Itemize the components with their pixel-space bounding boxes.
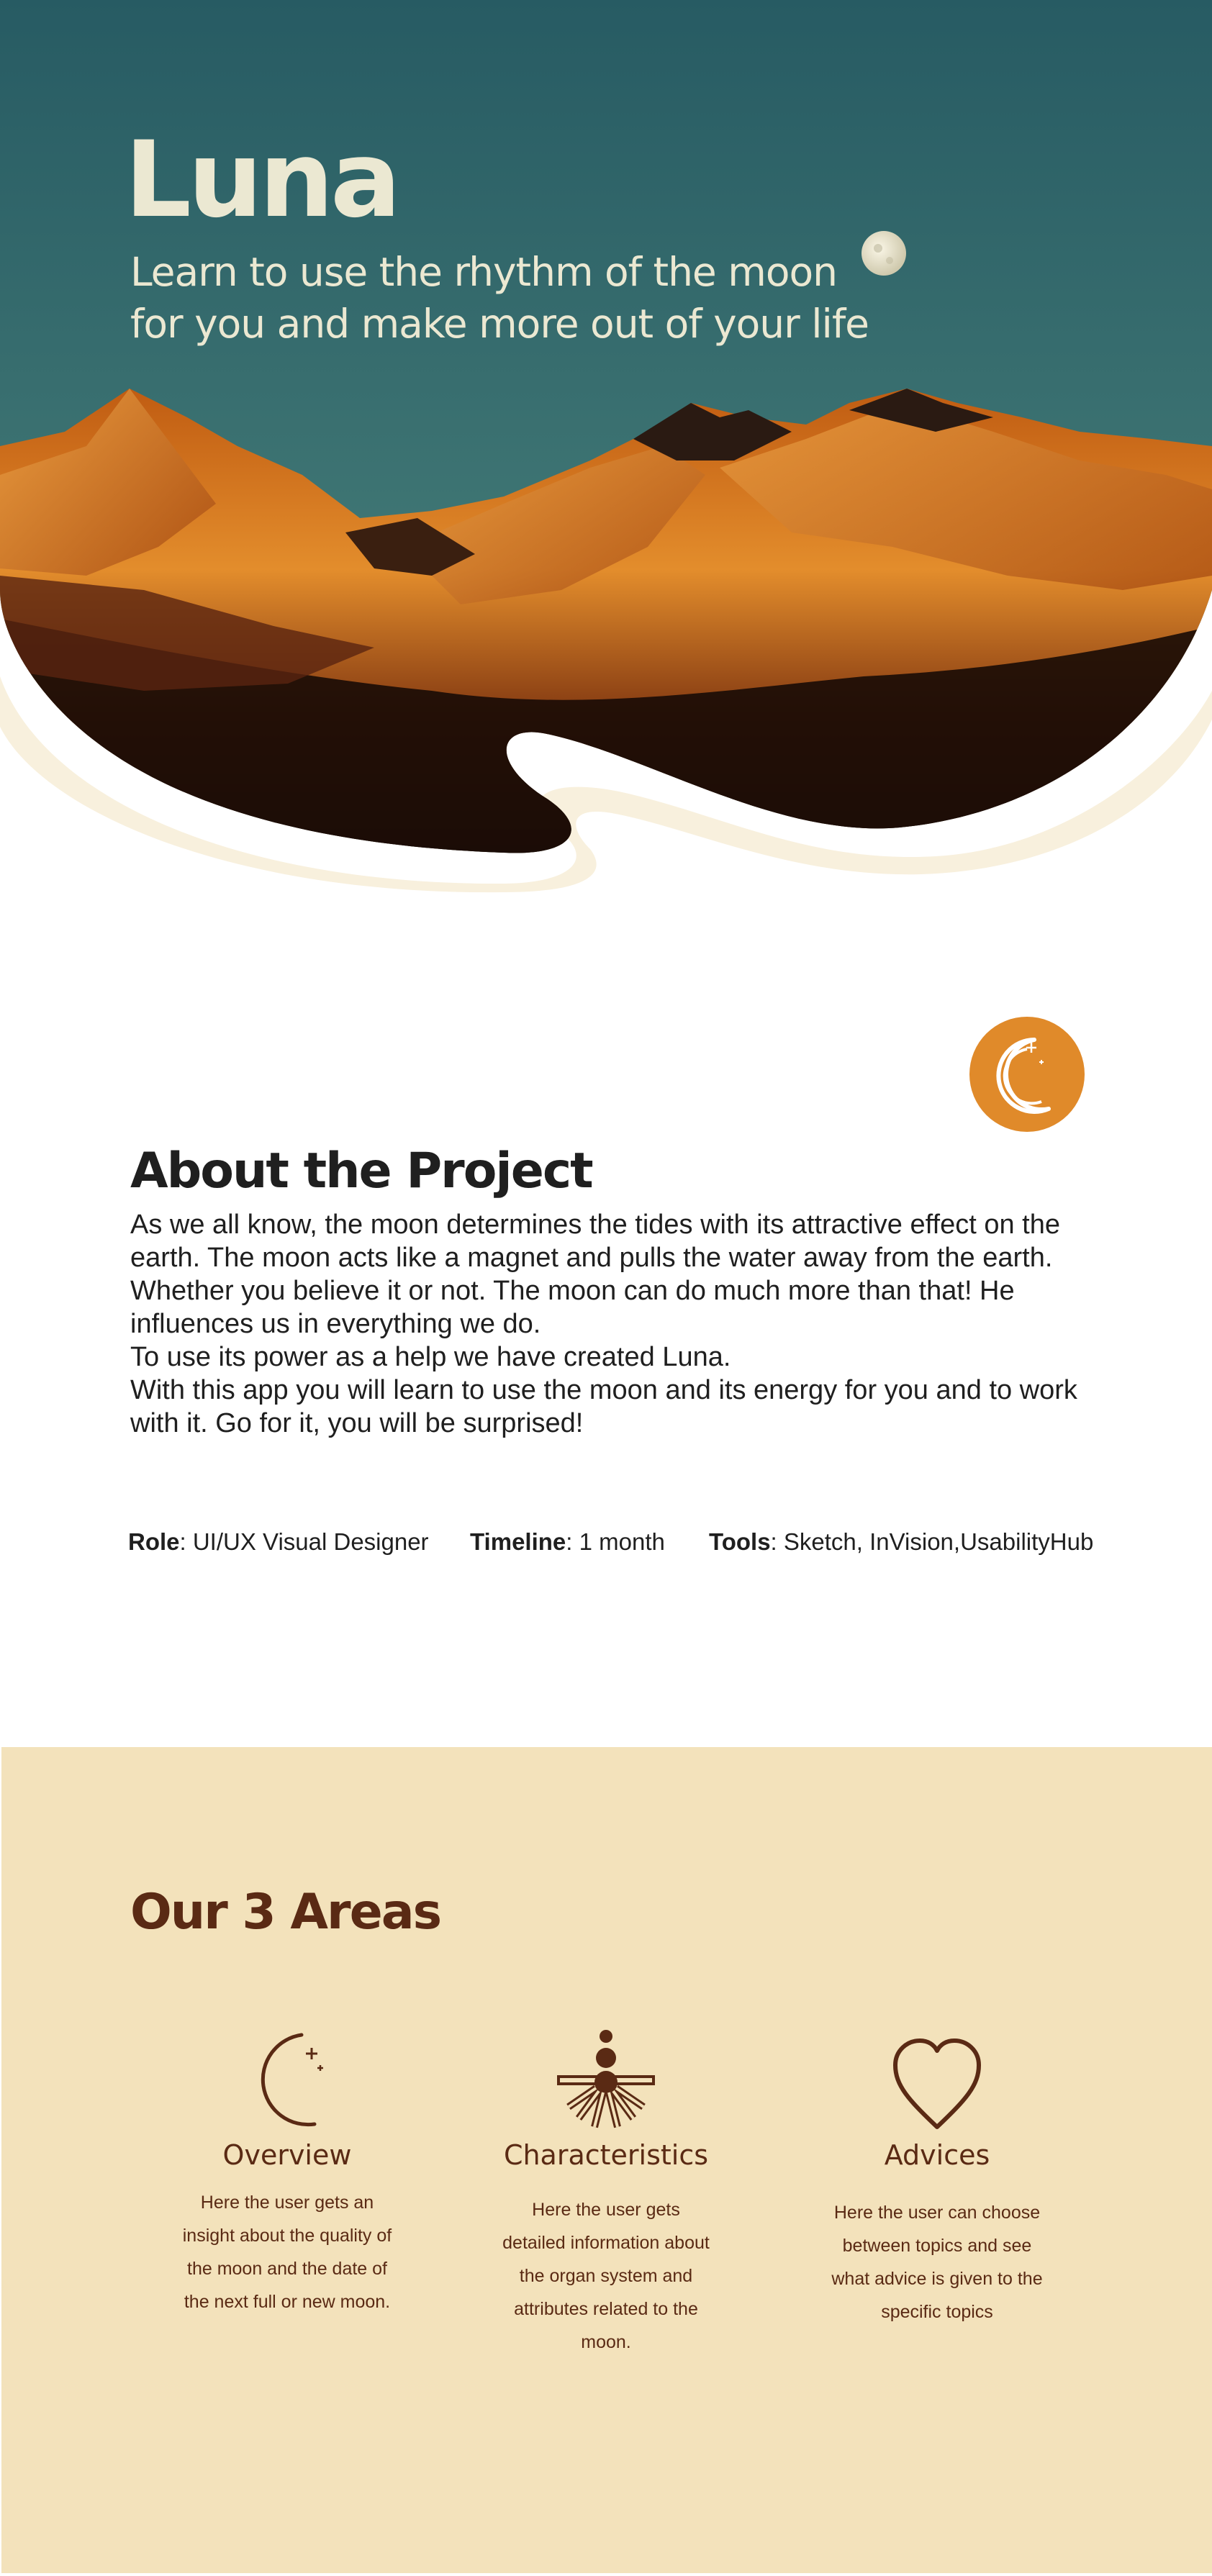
area-card-advices [808,2022,1067,2328]
role-value: : UI/UX Visual Designer [179,1528,429,1555]
crescent-moon-icon [969,1017,1085,1132]
role-label: Role [128,1528,180,1555]
area-title-overview: Overview [222,2139,352,2171]
timeline-label: Timeline [470,1528,566,1555]
role-info [128,1524,429,1560]
tools-info [709,1524,1093,1560]
timeline-value: : 1 month [566,1528,665,1555]
organ-system-icon [548,2022,664,2137]
about-paragraph: To use its power as a help we have created Luna. [130,1342,731,1372]
about-paragraph: With this app you will learn to use the moon and its energy for you and to work with it. Go for it, you will be surprised! [130,1375,1077,1438]
about-description [130,1208,1095,1440]
about-paragraph: As we all know, the moon determines the tides with its attractive effect on the earth. The moon acts like a magnet and pulls the water away from the earth. Whether you believe it or not. The moon can do much more than that! He influences us in everything we do. [130,1210,1060,1339]
areas-heading: Our 3 Areas [130,1884,441,1941]
area-text-advices: Here the user can choose between topics and see what advice is given to the specific topics [831,2203,1043,2322]
hero-subtitle: Learn to use the rhythm of the moon for you and make more out of your life [130,249,869,347]
crescent-moon-icon [230,2022,345,2137]
area-text-overview: Here the user gets an insight about the quality of the moon and the date of the next full or new moon. [182,2192,392,2312]
hero-title: Luna [125,119,398,241]
area-title-characteristics: Characteristics [503,2139,709,2171]
hero-banner [0,0,1212,907]
area-title-advices: Advices [884,2139,990,2171]
moon-badge [969,1017,1085,1132]
heart-icon [879,2022,995,2137]
area-card-characteristics [476,2022,736,2359]
about-heading: About the Project [130,1143,592,1199]
timeline-info [470,1524,665,1560]
area-card-overview [158,2022,417,2318]
area-text-characteristics: Here the user gets detailed information about the organ system and attributes related to the moon. [502,2200,710,2352]
tools-label: Tools [709,1528,771,1555]
tools-value: : Sketch, InVision,UsabilityHub [770,1528,1094,1555]
